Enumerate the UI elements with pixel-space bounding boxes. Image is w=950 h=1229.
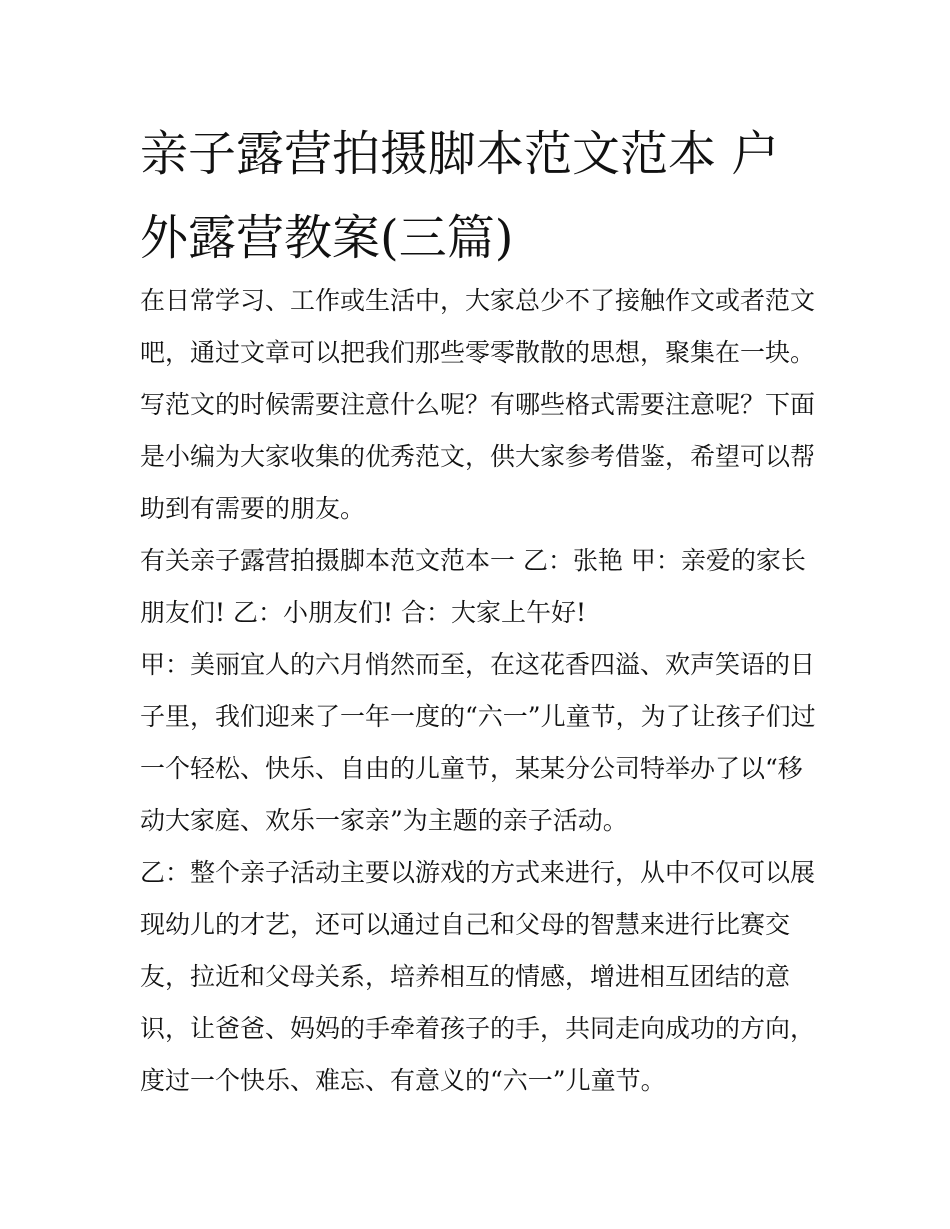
paragraph-jia: 甲：美丽宜人的六月悄然而至，在这花香四溢、欢声笑语的日子里，我们迎来了一年一度的“六一”儿童节，为了让孩子们过一个轻松、快乐、自由的儿童节，某某分公司特举办了以“移动大家庭、欢乐一家亲”为主题的亲子活动。 — [140, 650, 816, 835]
document-body — [140, 275, 820, 1107]
paragraph-intro: 在日常学习、工作或生活中，大家总少不了接触作文或者范文吧，通过文章可以把我们那些零零散散的思想，聚集在一块。写范文的时候需要注意什么呢？有哪些格式需要注意呢？下面是小编为大家收集的优秀范文，供大家参考借鉴，希望可以帮助到有需要的朋友。 — [140, 286, 816, 523]
paragraph-opening: 有关亲子露营拍摄脚本范文范本一 乙：张艳 甲：亲爱的家长朋友们! 乙：小朋友们! 合：大家上午好! — [140, 546, 806, 627]
paragraph-yi: 乙：整个亲子活动主要以游戏的方式来进行，从中不仅可以展现幼儿的才艺，还可以通过自己和父母的智慧来进行比赛交友，拉近和父母关系，培养相互的情感，增进相互团结的意识，让爸爸、妈妈的手牵着孩子的手，共同走向成功的方向，度过一个快乐、难忘、有意义的“六一”儿童节。 — [140, 858, 816, 1095]
document-title: 亲子露营拍摄脚本范文范本 户外露营教案(三篇) — [140, 126, 780, 266]
